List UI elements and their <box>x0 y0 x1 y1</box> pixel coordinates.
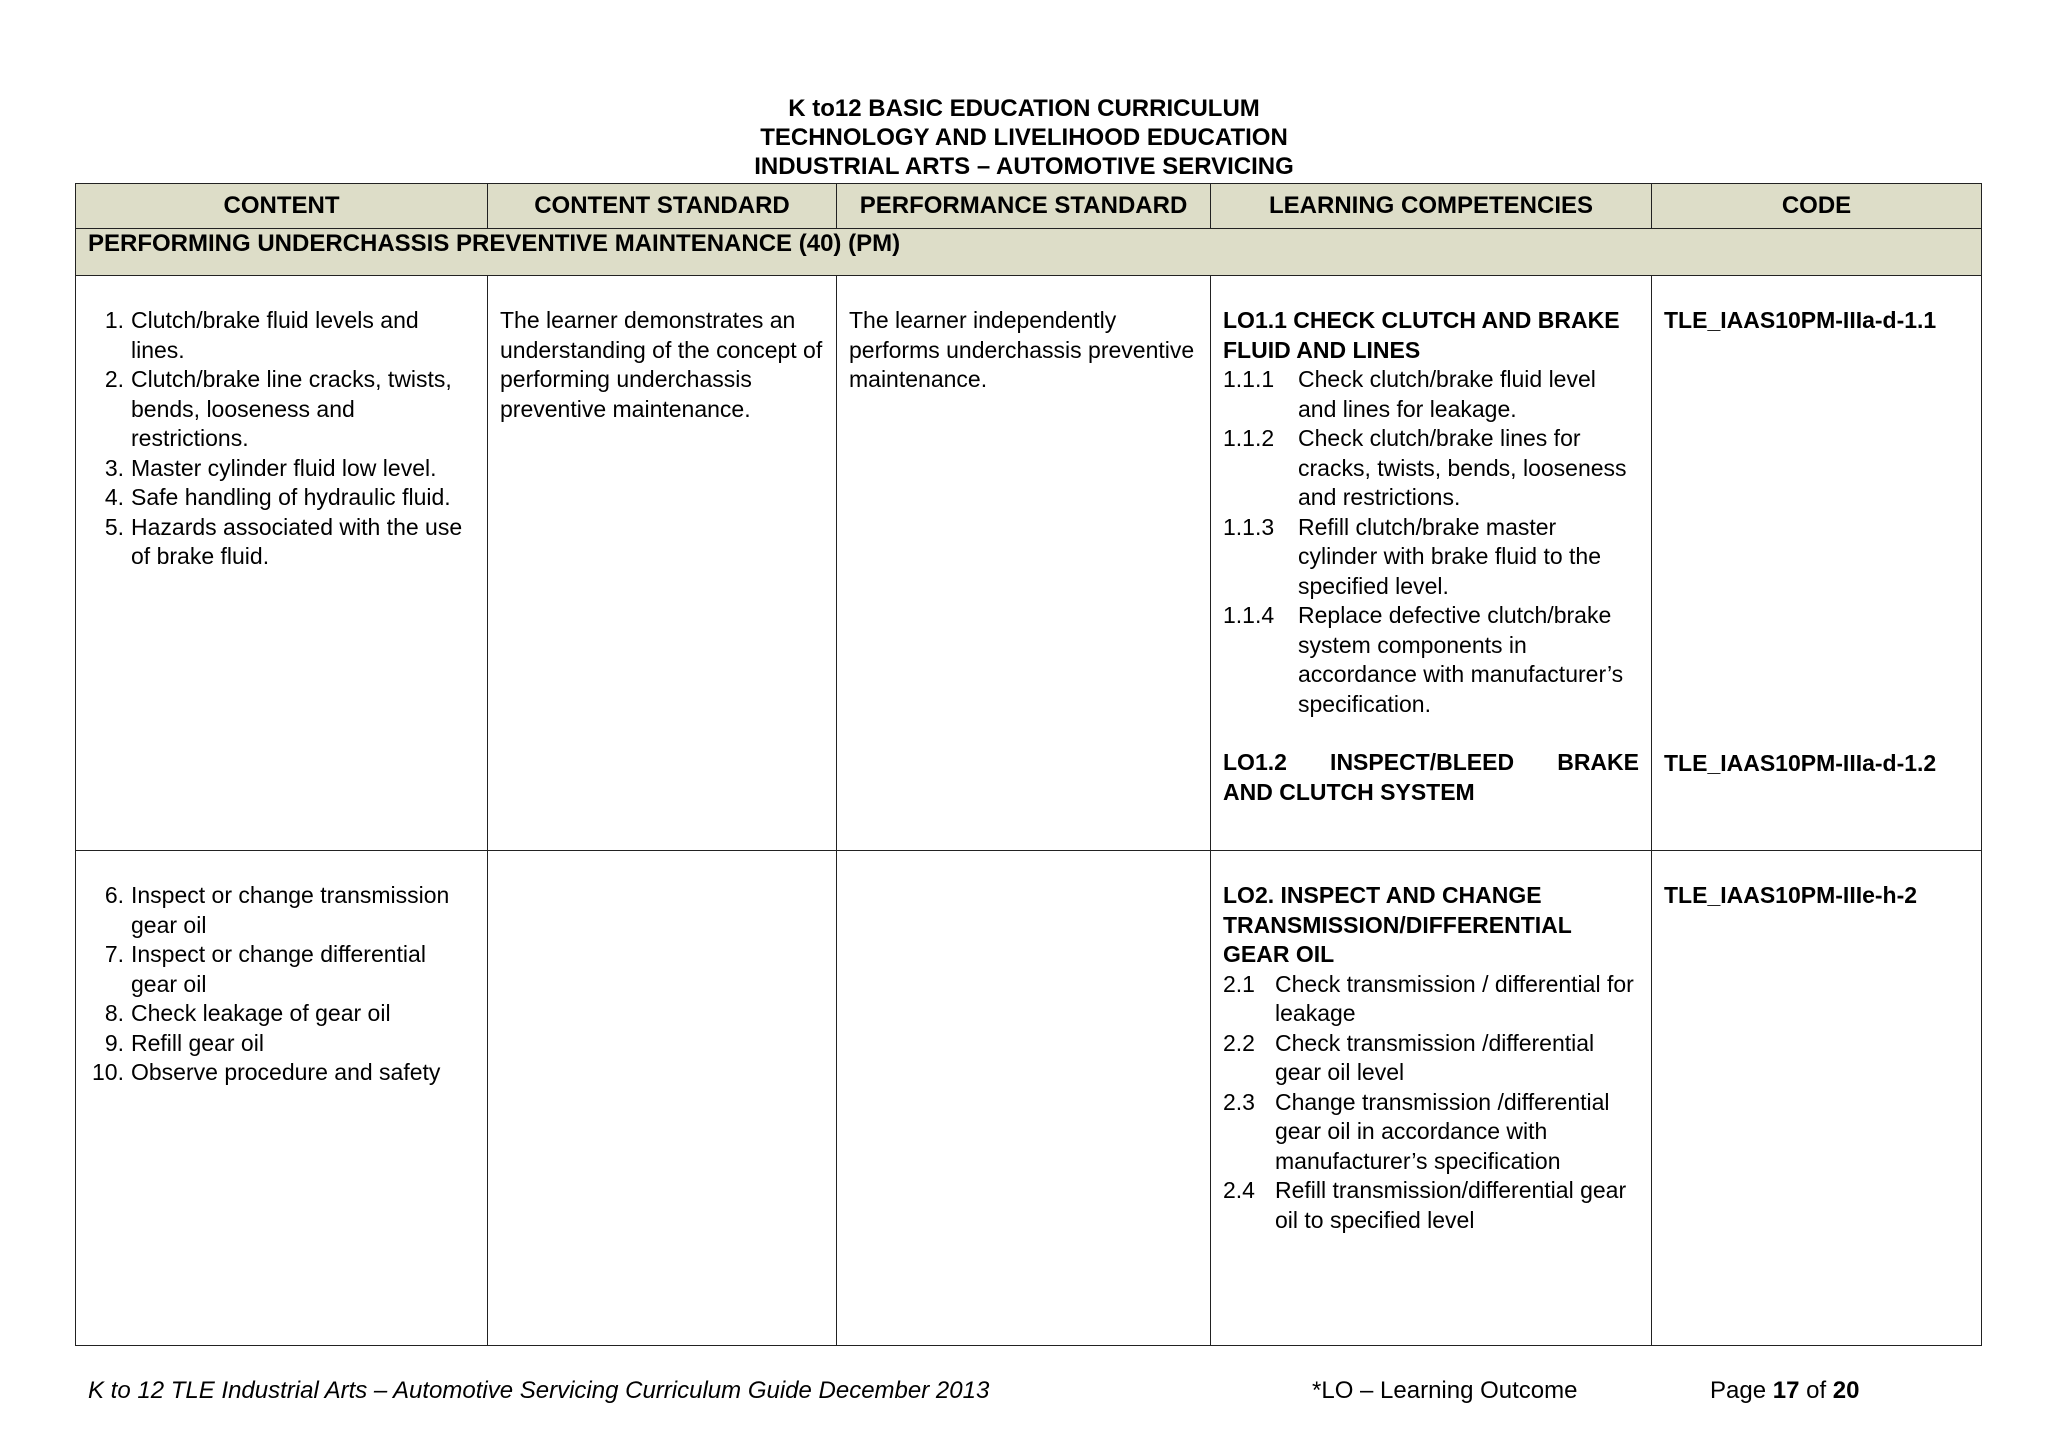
learning-outcome-title-cont: AND CLUTCH SYSTEM <box>1223 778 1475 805</box>
competency-item: 1.1.4 Replace defective clutch/brake system components in accordance with manufacturer’s specification. <box>1223 602 1624 717</box>
learning-outcome-title: LO1.1 CHECK CLUTCH AND BRAKE FLUID AND LINES <box>1223 307 1620 363</box>
code-cell <box>1652 851 1982 1346</box>
header-title-line3: INDUSTRIAL ARTS – AUTOMOTIVE SERVICING <box>754 153 1294 180</box>
table-header-row <box>76 184 1982 229</box>
competency-item: 2.2 Check transmission /differential gear oil level <box>1223 1029 1595 1085</box>
list-item: 2. Clutch/brake line cracks, twists, bends, looseness and restrictions. <box>104 366 452 451</box>
learning-competencies-cell <box>1211 276 1652 851</box>
learning-outcome-title: LO2. INSPECT AND CHANGE TRANSMISSION/DIFFERENTIAL GEAR OIL <box>1223 882 1572 967</box>
competency-item: 1.1.1 Check clutch/brake fluid level and lines for leakage. <box>1223 366 1596 422</box>
column-header-learning-competencies: LEARNING COMPETENCIES <box>1211 184 1652 229</box>
competency-code: TLE_IAAS10PM-IIIa-d-1.1 <box>1664 307 1937 333</box>
content-cell <box>76 851 488 1346</box>
section-row <box>76 229 1982 276</box>
table-row <box>76 851 1982 1346</box>
competency-item: 2.3 Change transmission /differential gear oil in accordance with manufacturer’s specification <box>1223 1088 1610 1174</box>
footer-guide-title: K to 12 TLE Industrial Arts – Automotive Servicing Curriculum Guide December 2013 <box>88 1377 990 1404</box>
content-standard-cell: The learner demonstrates an understanding of the concept of performing underchassis preventive maintenance. <box>488 276 837 851</box>
competency-code: TLE_IAAS10PM-IIIe-h-2 <box>1664 882 1918 908</box>
content-standard-cell <box>488 851 837 1346</box>
learning-competencies-cell <box>1211 851 1652 1346</box>
code-cell <box>1652 276 1982 851</box>
header-title-line1: K to12 BASIC EDUCATION CURRICULUM <box>788 95 1260 122</box>
list-item: 1. Clutch/brake fluid levels and lines. <box>104 307 419 363</box>
document-header <box>0 94 2048 181</box>
competency-item: 2.4 Refill transmission/differential gear oil to specified level <box>1223 1177 1627 1233</box>
curriculum-table <box>75 183 1982 1346</box>
column-header-performance-standard: PERFORMANCE STANDARD <box>837 184 1211 229</box>
performance-standard-cell: The learner independently performs underchassis preventive maintenance. <box>837 276 1211 851</box>
competency-item: 1.1.3 Refill clutch/brake master cylinder with brake fluid to the specified level. <box>1223 513 1601 599</box>
competency-item: 1.1.2 Check clutch/brake lines for cracks, twists, bends, looseness and restrictions. <box>1223 425 1627 510</box>
performance-standard-cell <box>837 851 1211 1346</box>
content-cell <box>76 276 488 851</box>
list-item: 4. Safe handling of hydraulic fluid. <box>104 484 451 510</box>
column-header-content-standard: CONTENT STANDARD <box>488 184 837 229</box>
content-list <box>88 881 475 1088</box>
list-item: 5. Hazards associated with the use of brake fluid. <box>104 513 463 569</box>
list-item: 6. Inspect or change transmission gear oil <box>104 882 450 938</box>
competency-code: TLE_IAAS10PM-IIIa-d-1.2 <box>1664 750 1937 776</box>
column-header-content: CONTENT <box>76 184 488 229</box>
list-item: 7. Inspect or change differential gear oil <box>104 941 426 997</box>
section-title: PERFORMING UNDERCHASSIS PREVENTIVE MAINTENANCE (40) (PM) <box>76 229 1982 276</box>
header-title-line2: TECHNOLOGY AND LIVELIHOOD EDUCATION <box>760 124 1288 151</box>
competency-item: 2.1 Check transmission / differential for leakage <box>1223 970 1634 1026</box>
page-number: Page 17 of 20 <box>1710 1377 1860 1404</box>
list-item: 3. Master cylinder fluid low level. <box>104 454 437 481</box>
learning-outcome-title: LO1.2 INSPECT/BLEED BRAKE <box>1223 749 1639 775</box>
list-item: 9. Refill gear oil <box>104 1029 264 1056</box>
list-item: 10. Observe procedure and safety <box>92 1059 441 1085</box>
column-header-code: CODE <box>1652 184 1982 229</box>
list-item: 8. Check leakage of gear oil <box>104 1000 391 1026</box>
footer-lo-note: *LO – Learning Outcome <box>1312 1377 1578 1404</box>
table-row <box>76 276 1982 851</box>
content-list <box>88 306 475 572</box>
